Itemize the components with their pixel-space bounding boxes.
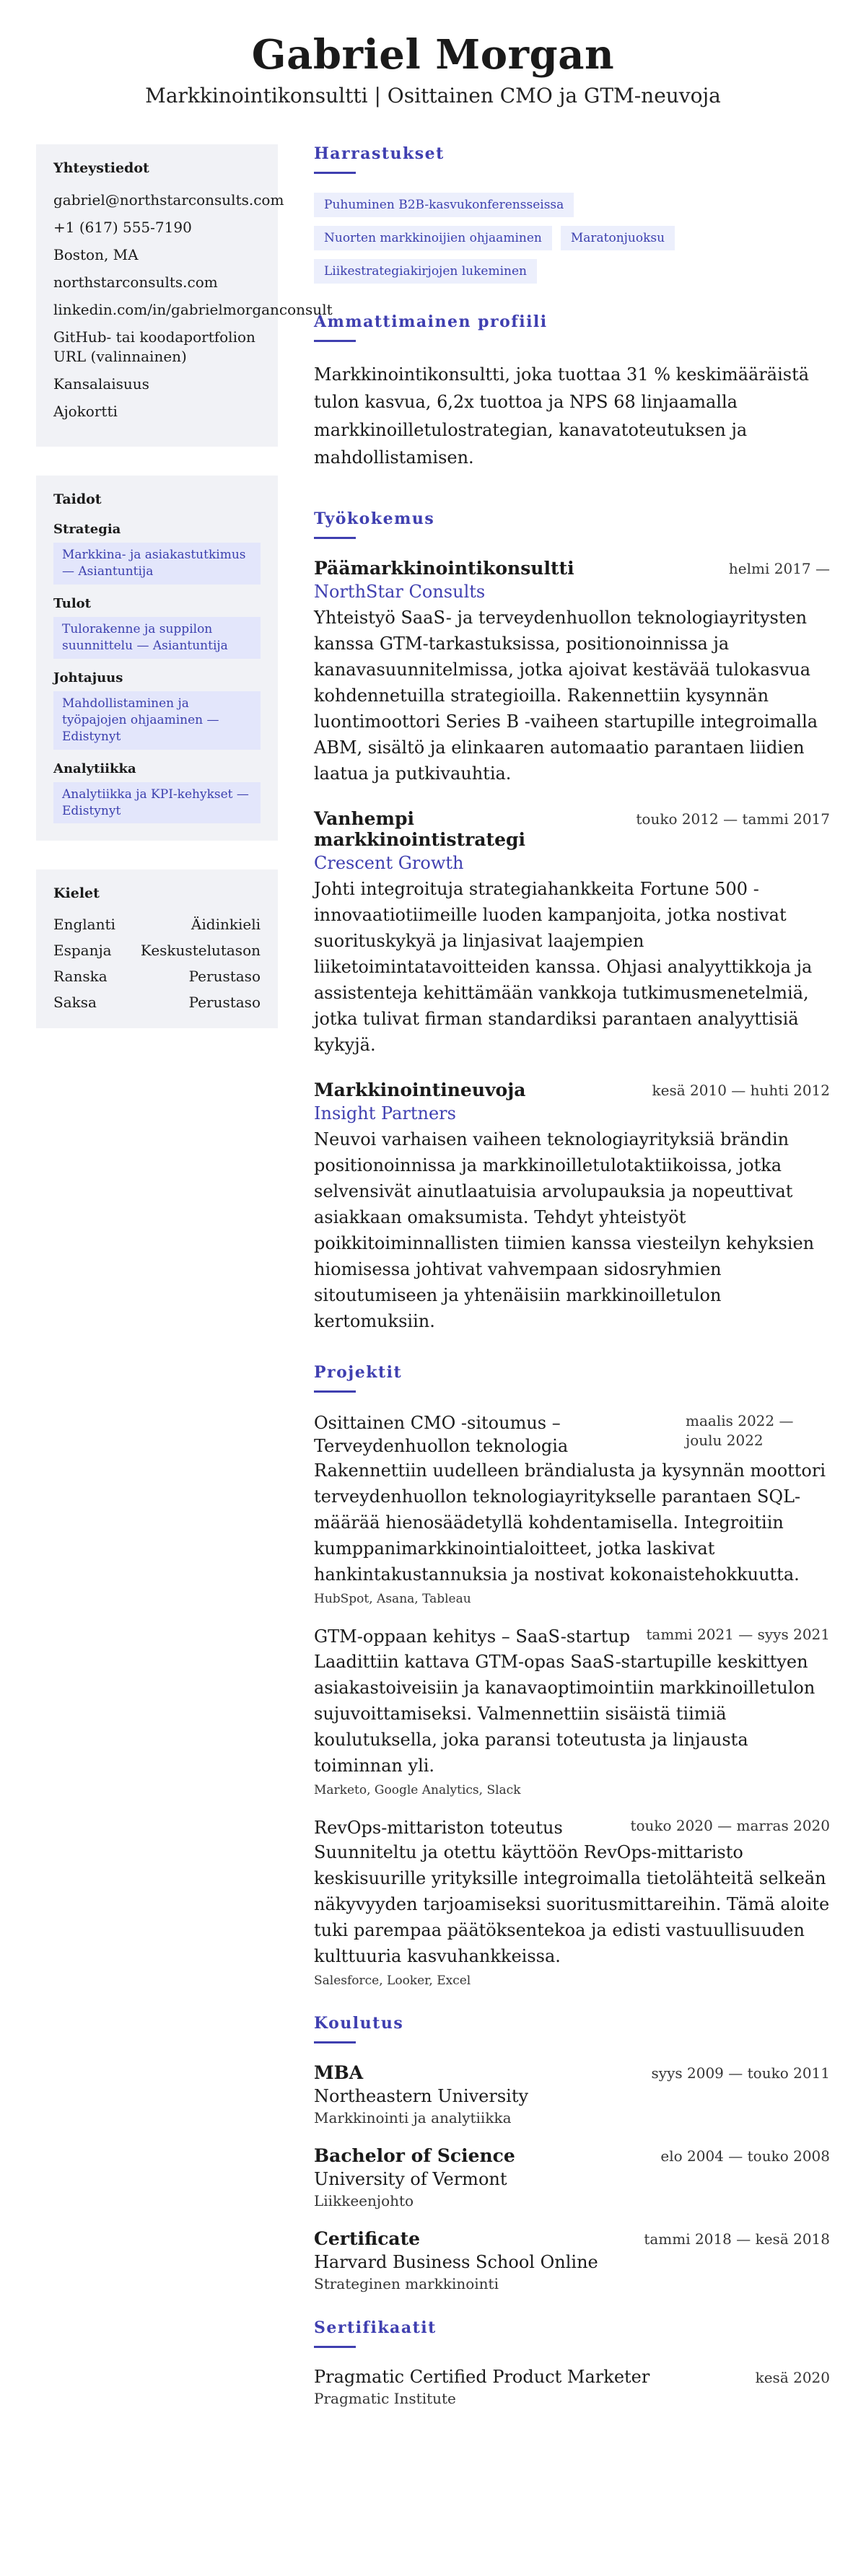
section-divider <box>314 172 356 174</box>
certifications-section <box>314 2318 830 2407</box>
contact-citizenship: Kansalaisuus <box>53 375 149 393</box>
skill-group <box>53 522 261 584</box>
experience-entry <box>314 808 830 1058</box>
profile-text: Markkinointikonsultti, joka tuottaa 31 % keskimääräistä tulon kasvua, 6,2x tuottoa ja NPS 68 linjaamalla markkinoilletulostrategian, kanavatoteutuksen ja mahdollistamisen. <box>314 364 810 468</box>
section-divider <box>314 340 356 342</box>
school-name: Harvard Business School Online <box>314 2252 598 2273</box>
section-title: Työkokemus <box>314 509 435 528</box>
section-divider <box>314 537 356 539</box>
experience-entry <box>314 1079 830 1334</box>
project-title: GTM-oppaan kehitys – SaaS-startup <box>314 1626 631 1647</box>
language-level: Äidinkieli <box>191 916 261 934</box>
project-entry <box>314 1625 830 1797</box>
project-entry <box>314 1411 830 1607</box>
section-title: Projektit <box>314 1362 403 1382</box>
company-name: Crescent Growth <box>314 852 464 873</box>
skills-box <box>36 476 278 841</box>
skill-group <box>53 761 261 824</box>
resume-header <box>0 0 866 108</box>
sidebar <box>36 144 333 2433</box>
projects-section <box>314 1363 830 1989</box>
skill-item: Analytiikka ja KPI-kehykset — Edistynyt <box>53 782 261 824</box>
project-tools: HubSpot, Asana, Tableau <box>314 1592 471 1607</box>
section-title: Harrastukset <box>314 144 445 163</box>
education-date: elo 2004 — touko 2008 <box>660 2147 830 2165</box>
certification-entry <box>314 2367 830 2407</box>
project-title: RevOps-mittariston toteutus <box>314 1817 563 1838</box>
language-level: Keskustelutason <box>140 942 261 960</box>
company-name: NorthStar Consults <box>314 581 486 602</box>
education-date: syys 2009 — touko 2011 <box>651 2064 830 2082</box>
person-headline: Markkinointikonsultti | Osittainen CMO ja GTM-neuvoja <box>145 84 721 108</box>
contact-location: Boston, MA <box>53 246 139 263</box>
skill-item: Tulorakenne ja suppilon suunnittelu — Asiantuntija <box>53 617 261 659</box>
project-tools: Salesforce, Looker, Excel <box>314 1973 471 1989</box>
section-divider <box>314 2346 356 2348</box>
contact-email[interactable]: gabriel@northstarconsults.com <box>53 191 284 209</box>
study-field: Liikkeenjohto <box>314 2192 414 2210</box>
study-field: Markkinointi ja analytiikka <box>314 2109 512 2127</box>
language-name: Englanti <box>53 916 115 934</box>
main-column <box>314 144 830 2433</box>
skills-title: Taidot <box>53 491 102 507</box>
languages-box <box>36 869 278 1028</box>
project-date: maalis 2022 — joulu 2022 <box>686 1411 794 1449</box>
job-description: Johti integroituja strategiahankkeita Fortune 500 -innovaatiotiimeille luoden kampanjoita, jotka nostivat suorituskykyä ja linjasivat laajempien liiketoimintatavoitteiden kanssa. Ohjasi analyyttikkoja ja assistenteja kehittämään vankkoja tutkimusmenetelmiä, jotka tulivat firman standardiksi parantaen analyyttisiä kykyjä. <box>314 878 813 1055</box>
skill-item: Markkina- ja asiakastutkimus — Asiantuntija <box>53 543 261 584</box>
section-divider <box>314 1390 356 1393</box>
degree: Certificate <box>314 2228 421 2250</box>
hobbies-section <box>314 144 830 284</box>
contact-license: Ajokortti <box>53 403 118 420</box>
language-row <box>53 916 261 933</box>
project-date: touko 2020 — marras 2020 <box>630 1816 830 1834</box>
degree: Bachelor of Science <box>314 2145 515 2167</box>
skill-group-title: Strategia <box>53 522 121 537</box>
language-row <box>53 942 261 959</box>
skill-group <box>53 596 261 659</box>
experience-section <box>314 509 830 1334</box>
education-section <box>314 2014 830 2292</box>
degree: MBA <box>314 2062 364 2084</box>
skill-group <box>53 670 261 750</box>
job-title: Markkinointineuvoja <box>314 1079 526 1100</box>
study-field: Strateginen markkinointi <box>314 2275 499 2293</box>
contact-linkedin[interactable]: linkedin.com/in/gabrielmorganconsult <box>53 301 333 318</box>
language-name: Espanja <box>53 942 112 960</box>
section-title: Koulutus <box>314 2014 404 2033</box>
education-entry <box>314 2228 830 2292</box>
contact-website[interactable]: northstarconsults.com <box>53 273 218 291</box>
project-tools: Marketo, Google Analytics, Slack <box>314 1782 521 1797</box>
section-title: Ammattimainen profiili <box>314 312 548 331</box>
skill-item: Mahdollistaminen ja työpajojen ohjaaminen — Edistynyt <box>53 691 261 750</box>
language-name: Saksa <box>53 994 97 1012</box>
education-date: tammi 2018 — kesä 2018 <box>644 2230 830 2248</box>
hobby-chip: Liikestrategiakirjojen lukeminen <box>314 259 537 284</box>
language-level: Perustaso <box>188 994 261 1012</box>
section-title: Sertifikaatit <box>314 2318 437 2338</box>
education-entry <box>314 2145 830 2209</box>
experience-entry <box>314 558 830 787</box>
resume-content <box>36 144 830 2433</box>
section-divider <box>314 2041 356 2043</box>
contact-title: Yhteystiedot <box>53 160 149 176</box>
skill-group-title: Johtajuus <box>53 670 123 685</box>
skill-group-title: Tulot <box>53 595 91 611</box>
language-row <box>53 968 261 985</box>
person-name: Gabriel Morgan <box>251 31 615 79</box>
languages-title: Kielet <box>53 885 100 902</box>
job-date: kesä 2010 — huhti 2012 <box>652 1081 830 1099</box>
hobby-chip: Puhuminen B2B-kasvukonferensseissa <box>314 193 574 217</box>
job-date: touko 2012 — tammi 2017 <box>636 810 830 828</box>
school-name: University of Vermont <box>314 2169 507 2190</box>
project-date: tammi 2021 — syys 2021 <box>646 1626 830 1644</box>
profile-section <box>314 312 830 472</box>
job-title: Vanhempi markkinointistrategi <box>314 807 525 850</box>
education-entry <box>314 2062 830 2126</box>
language-row <box>53 994 261 1011</box>
project-description: Rakennettiin uudelleen brändialusta ja kysynnän moottori terveydenhuollon teknologiayritykselle parantaen SQL-määrää hienosäädetyllä kohdentamisella. Integroitiin kumppanimarkkinointialoitteet, jotka laskivat hankintakustannuksia ja nostivat kokonaistehokkuutta. <box>314 1460 826 1585</box>
certification-issuer: Pragmatic Institute <box>314 2390 456 2408</box>
hobby-chips <box>314 193 718 284</box>
certification-date: kesä 2020 <box>755 2369 830 2387</box>
job-title: Päämarkkinointikonsultti <box>314 557 574 579</box>
skill-group-title: Analytiikka <box>53 761 136 776</box>
company-name: Insight Partners <box>314 1103 456 1123</box>
project-description: Suunniteltu ja otettu käyttöön RevOps-mittaristo keskisuurille yrityksille integroimalla tietolähteitä selkeän näkyvyyden tarjoamiseksi suoritusmittareihin. Tämä aloite tuki parempaa päätöksentekoa ja edisti vastuullisuuden kulttuuria kasvuhankkeissa. <box>314 1842 830 1967</box>
contact-phone[interactable]: +1 (617) 555-7190 <box>53 219 192 236</box>
contact-portfolio: GitHub- tai koodaportfolion URL (valinnainen) <box>53 328 255 365</box>
job-date: helmi 2017 — <box>728 559 830 577</box>
job-description: Yhteistyö SaaS- ja terveydenhuollon teknologiayritysten kanssa GTM-tarkastuksissa, positionoinnissa ja kanavasuunnitelmissa, jotka ajoivat kestävää tulokasvua kohdennetuilla strategioilla. Rakennettiin kysynnän luontimoottori Series B -vaiheen startupille integroimalla ABM, sisältö ja elinkaaren automaatio parantaen liidien laatua ja putkivauhtia. <box>314 607 818 784</box>
school-name: Northeastern University <box>314 2086 529 2107</box>
certification-name: Pragmatic Certified Product Marketer <box>314 2367 650 2388</box>
project-title: Osittainen CMO -sitoumus – Terveydenhuollon teknologia <box>314 1412 569 1456</box>
job-description: Neuvoi varhaisen vaiheen teknologiayrityksiä brändin positionoinnissa ja markkinoilletulotaktiikoissa, jotka selvensivät ainutlaatuisia arvolupauksia ja nopeuttivat asiakkaan omaksumista. Tehdyt yhteistyöt poikkitoiminnallisten tiimien kanssa viesteilyn kehyksien hiomisessa johtivat vahvempaan sidosryhmien sitoutumiseen ja yhtenäisiin markkinoilletulon kertomuksiin. <box>314 1129 815 1331</box>
language-name: Ranska <box>53 968 108 986</box>
project-description: Laadittiin kattava GTM-opas SaaS-startupille keskittyen asiakastoiveisiin ja kanavaoptimointiin markkinoilletulon sujuvoittamiseksi. Valmennettiin sisäistä tiimiä koulutuksella, joka paransi toteutusta ja linjausta toiminnan yli. <box>314 1651 815 1776</box>
hobby-chip: Nuorten markkinoijien ohjaaminen <box>314 226 552 250</box>
hobby-chip: Maratonjuoksu <box>561 226 675 250</box>
project-entry <box>314 1816 830 1988</box>
language-level: Perustaso <box>188 968 261 986</box>
contact-box <box>36 144 333 447</box>
